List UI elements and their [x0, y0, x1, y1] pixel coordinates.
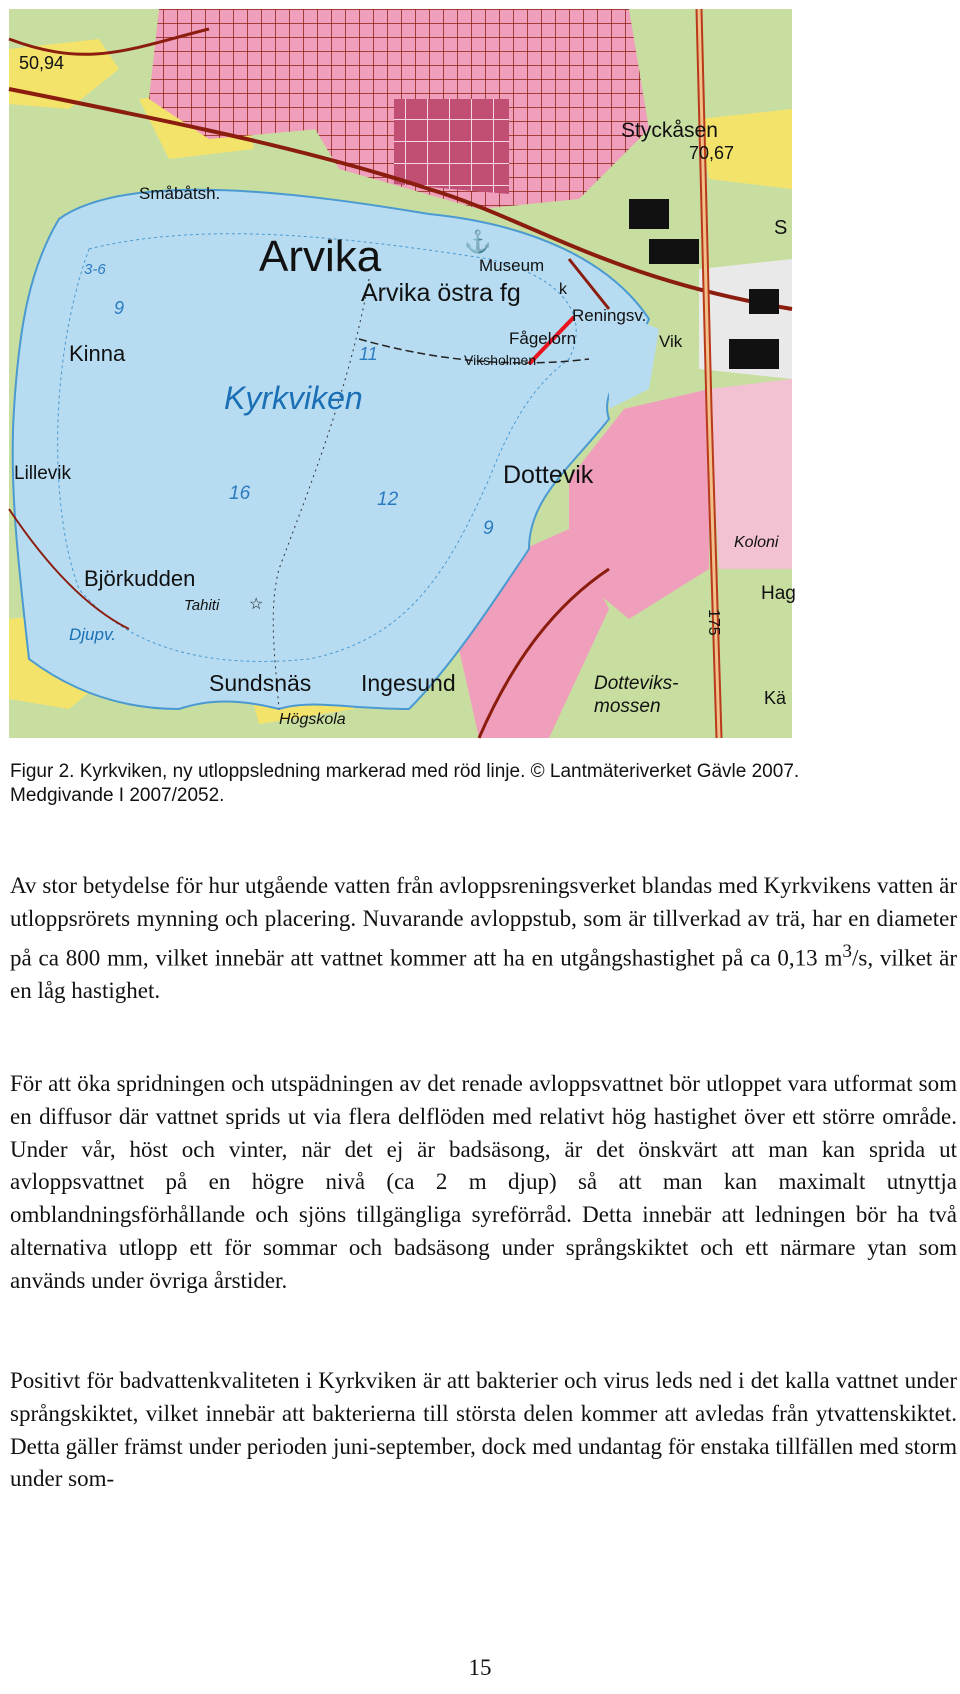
- town-center: [394, 99, 509, 194]
- depth-label: 16: [229, 483, 251, 504]
- body-paragraph: [10, 870, 957, 1008]
- map-label: Dottevik: [503, 461, 594, 489]
- depth-label: 9: [483, 518, 494, 539]
- map-label: Museum: [479, 256, 545, 275]
- map-label: Tahiti: [184, 597, 220, 614]
- map-label: Vik: [659, 332, 683, 351]
- map-label: Viksholmen: [464, 352, 537, 368]
- star-icon: ☆: [249, 596, 264, 613]
- map-label: Småbåtsh.: [139, 184, 221, 203]
- depth-label: 3-6: [84, 261, 106, 278]
- map-label: k: [559, 281, 567, 298]
- depth-label: 9: [114, 298, 125, 318]
- depth-label: 11: [359, 344, 378, 364]
- map-label: Högskola: [279, 711, 346, 728]
- map-label: Kyrkviken: [224, 380, 363, 416]
- map-label: Kä: [764, 688, 787, 708]
- map-label: mossen: [594, 696, 661, 717]
- building: [649, 239, 699, 264]
- map-label: Lillevik: [14, 463, 72, 484]
- map-label: Djupv.: [69, 625, 116, 644]
- superscript: 3: [842, 940, 852, 962]
- figure-caption: Figur 2. Kyrkviken, ny utloppsledning markerad med röd linje. © Lantmäteriverket Gävle 2007. Medgivande I 2007/2052.: [10, 761, 800, 806]
- map-label: 50,94: [19, 53, 65, 73]
- building: [729, 339, 779, 369]
- depth-label: 12: [377, 489, 399, 510]
- map-label: S: [774, 217, 788, 239]
- map-label: 70,67: [689, 143, 735, 163]
- map-label: Sundsnäs: [209, 670, 312, 696]
- map-label: Björkudden: [84, 566, 196, 591]
- map-label: Koloni: [734, 534, 779, 551]
- map-label: Arvika östra fg: [361, 279, 521, 307]
- body-paragraph: För att öka spridningen och utspädningen av det renade avloppsvattnet bör utloppet vara utformat som en diffusor där vattnet sprids ut via flera delflöden med relativt hög hastighet över ett större område. Under vår, höst och vinter, när det ej är badsäsong, är det önskvärt att man kan sprida ut avloppsvattnet på en högre nivå (ca 2 m djup) så att man kan maximalt utnyttja omblandningsförhållande och sjöns tillgängliga syreförråd. Detta innebär att ledningen bör ha två alternativa utlopp ett för sommar och badsäsong under språngskiktet och ett närmare ytan som används under övriga årstider.: [10, 1071, 957, 1293]
- building: [749, 289, 779, 314]
- map-figure: [9, 9, 796, 738]
- map-label: Dotteviks-: [594, 673, 679, 694]
- body-paragraph: Positivt för badvattenkvaliteten i Kyrkviken är att bakterier och virus leds ned i det kalla vattnet under språngskiktet, vilket innebär att bakterierna till största delen kommer att avledas från ytvattenskiktet. Detta gäller främst under perioden juni-september, dock med undantag för enstaka tillfällen med storm under som-: [10, 1368, 957, 1492]
- map-label: Reningsv.: [572, 306, 647, 325]
- map-label: Kinna: [69, 341, 126, 366]
- map-label: Ingesund: [361, 670, 456, 696]
- map-label: Styckåsen: [621, 119, 718, 142]
- paragraph-text: /s, vilket är en låg hastighet.: [10, 945, 957, 1004]
- map-label: Fågelorn: [509, 329, 577, 348]
- map-label: 175: [705, 609, 722, 636]
- building: [629, 199, 669, 229]
- paragraph-text: Av stor betydelse för hur utgående vatten från avloppsreningsverket blandas med Kyrkvikens vatten är utloppsrörets mynning och placering. Nuvarande avloppstub, som är tillverkad av trä, har en diameter på ca 800 mm, vilket innebär att vattnet kommer att ha en utgångshastighet på ca 0,13 m: [10, 873, 957, 971]
- page-number: 15: [468, 1655, 492, 1680]
- anchor-icon: ⚓: [464, 229, 492, 254]
- map-label: Hag: [761, 583, 796, 604]
- map-label: Arvika: [259, 232, 382, 281]
